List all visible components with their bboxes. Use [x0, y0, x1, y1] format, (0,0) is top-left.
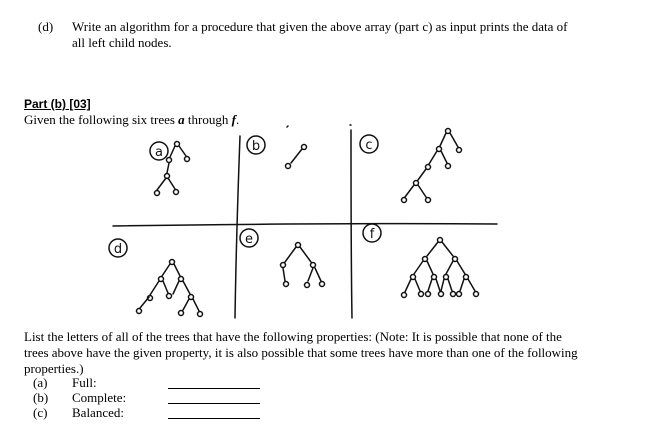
intro-a: a — [178, 112, 185, 127]
property-complete-label: (b) — [33, 390, 49, 405]
intro-suffix: . — [235, 112, 240, 127]
property-full-name: Full: — [72, 375, 97, 390]
property-balanced-answer[interactable] — [168, 404, 260, 419]
tree-d-label: d — [113, 242, 123, 257]
tree-f-label: f — [369, 227, 375, 242]
horizontal-divider — [113, 224, 497, 226]
question-d-line1: Write an algorithm for a procedure that given the above array (part c) as input prints the data of — [72, 19, 568, 34]
vertical-divider-left — [235, 136, 240, 318]
tree-b-label: b — [251, 139, 261, 154]
instructions-line1: List the letters of all of the trees that have the following properties: (Note: It is possible that none of the — [24, 329, 562, 344]
property-balanced-label: (c) — [33, 405, 48, 420]
stray-mark-1 — [287, 126, 288, 127]
property-full-label: (a) — [33, 375, 48, 390]
property-complete-name: Complete: — [72, 390, 127, 405]
property-complete-answer[interactable] — [168, 389, 260, 404]
property-full-answer[interactable] — [168, 374, 260, 389]
tree-a — [150, 142, 190, 196]
tree-c — [360, 129, 462, 203]
intro-f: f — [231, 112, 236, 127]
instructions-line2: trees above have the given property, it is also possible that some trees have more than one of the following — [24, 345, 578, 360]
intro-prefix: Given the following six trees — [24, 112, 179, 127]
tree-a-label: a — [155, 145, 163, 160]
tree-e-label: e — [245, 232, 253, 247]
part-b-heading: Part (b) [03] — [24, 97, 91, 111]
instructions-line3: properties.) — [24, 361, 84, 376]
property-balanced-name: Balanced: — [72, 405, 124, 420]
tree-d — [109, 239, 203, 317]
tree-e — [240, 229, 325, 288]
intro-through: through — [184, 112, 232, 127]
tree-b — [247, 136, 307, 169]
tree-f — [363, 224, 479, 298]
question-d-label: (d) — [38, 19, 54, 34]
question-d-line2: all left child nodes. — [72, 35, 172, 50]
tree-c-label: c — [365, 138, 373, 153]
